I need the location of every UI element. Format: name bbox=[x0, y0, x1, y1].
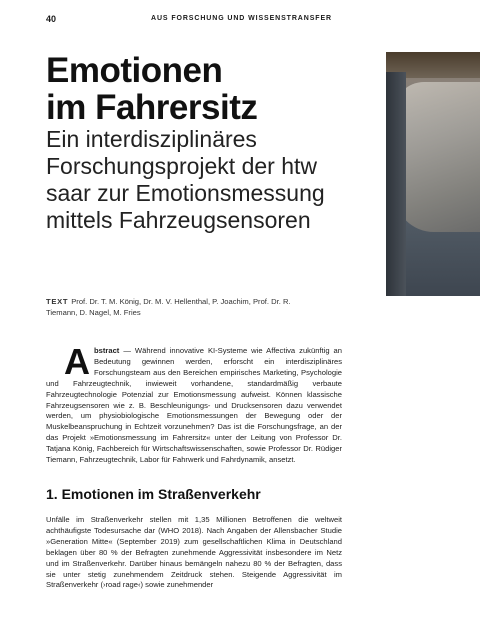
page-number: 40 bbox=[46, 14, 57, 24]
section-1-body: Unfälle im Straßenverkehr stellen mit 1,35 Millionen Betroffenen die weltweit achthäufigste Todesursache dar (WHO 2018). Nach Angaben der Allensbacher Studie »Generation Mitte« (September 2019) zum gesellschaftlichen Klima in Deutschland beklagen über 80 % der Befragten zunehmende Aggressivität insbesondere im Netz und im Straßenverkehr. Darüber hinaus bemängeln nahezu 80 % der Befragten, dass sie unter stetig zunehmendem Zeitdruck stehen. Steigende Aggressivität im Straßenverkehr (›road rage‹) sowie zunehmender bbox=[46, 515, 342, 590]
car-window-glass bbox=[394, 82, 480, 232]
abstract-paragraph bbox=[46, 341, 342, 466]
car-window-photo bbox=[386, 52, 480, 296]
dropcap-letter: A bbox=[64, 341, 90, 382]
title-line-2: im Fahrersitz bbox=[46, 88, 258, 127]
car-door-frame bbox=[386, 72, 406, 296]
authors-label: TEXT bbox=[46, 297, 69, 306]
author-line bbox=[46, 296, 296, 318]
section-title: AUS FORSCHUNG UND WISSENSTRANSFER bbox=[151, 15, 332, 22]
authors-names: Prof. Dr. T. M. König, Dr. M. V. Hellenthal, P. Joachim, Prof. Dr. R. Tiemann, D. Nagel, M. Fries bbox=[46, 297, 291, 317]
article-title bbox=[46, 52, 257, 126]
section-1-heading: 1. Emotionen im Straßenverkehr bbox=[46, 486, 261, 502]
abstract-label: bstract bbox=[94, 346, 120, 355]
abstract-text: — Während innovative KI-Systeme wie Affectiva zukünftig an Bedeutung gewinnen werden, erforscht ein interdisziplinäres Forschungsteam aus den Bereichen empirisches Marketing, Psychologie und Fahrzeugtechnik, inwieweit vorhandene, standardmäßig verbaute Fahrzeugtechnologie Potenzial zur Emotionsmessung aufweist. Können klassische Fahrzeugsensoren wie z. B. Beschleunigungs- und Drucksensoren dazu verwendet werden, um physiobiologische Emotionsmessungen der Bewegung oder der Muskelbeanspruchung in Echtzeit vorzunehmen? Das ist die Forschungsfrage, an der das Projekt »Emotionsmessung im Fahrersitz« unter der Leitung von Professor Dr. Tatjana König, Fachbereich für Wirtschaftswissenschaften, sowie Professor Dr. Rüdiger Tiemann, Fahrzeugtechnik, Labor für Fahrwerk und Fahrdynamik, ansetzt. bbox=[46, 346, 342, 465]
title-line-1: Emotionen bbox=[46, 51, 223, 90]
article-subtitle: Ein interdisziplinäres Forschungsprojekt der htw saar zur Emotionsmessung mittels Fahrzeugsensoren bbox=[46, 126, 325, 233]
page-header bbox=[46, 14, 480, 28]
